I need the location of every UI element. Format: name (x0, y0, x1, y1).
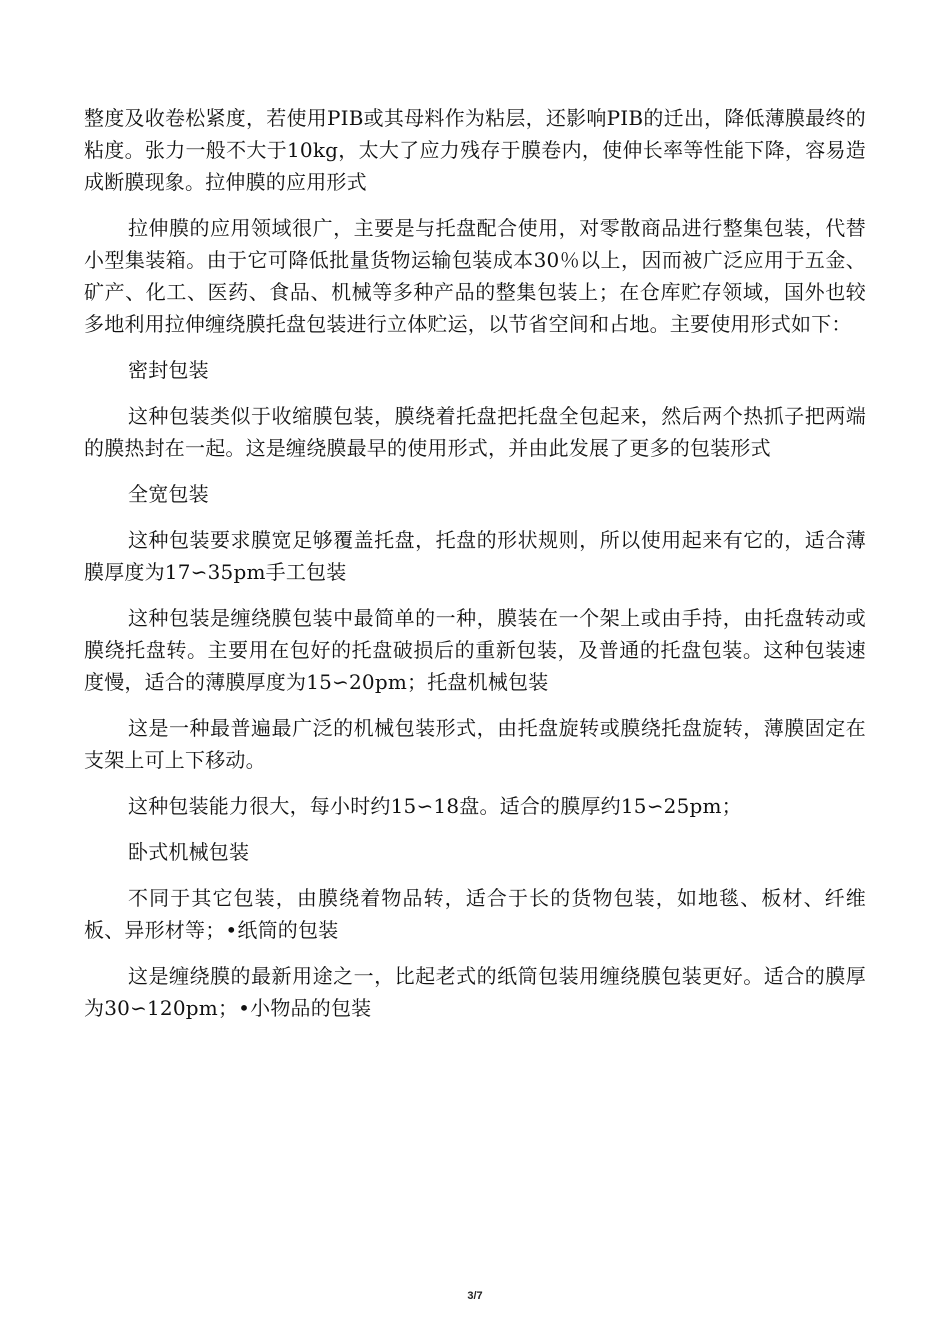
paragraph-application-fields: 拉伸膜的应用领域很广，主要是与托盘配合使用，对零散商品进行整集包装，代替小型集装箱。由于它可降低批量货物运输包装成本30％以上，因而被广泛应用于五金、矿产、化工、医药、食品、机械等多种产品的整集包装上；在仓库贮存领域，国外也较多地利用拉伸缠绕膜托盘包装进行立体贮运，以节省空间和占地。主要使用形式如下： (84, 216, 866, 336)
paragraph-packaging-capacity: 这种包装能力很大，每小时约15∽18盘。适合的膜厚约15∽25pm； (128, 794, 742, 818)
paragraph-manual-packaging: 这种包装是缠绕膜包装中最简单的一种，膜装在一个架上或由手持，由托盘转动或膜绕托盘转。主要用在包好的托盘破损后的重新包装，及普通的托盘包装。这种包装速度慢，适合的薄膜厚度为15∽20pm；托盘机械包装 (84, 606, 866, 694)
paragraph-pallet-machine-packaging: 这是一种最普遍最广泛的机械包装形式，由托盘旋转或膜绕托盘旋转，薄膜固定在支架上可上下移动。 (84, 716, 866, 772)
page-number: 3/7 (467, 1290, 483, 1302)
paragraph-horizontal-machine-packaging: 不同于其它包装，由膜绕着物品转，适合于长的货物包装，如地毯、板材、纤维板、异形材等；•纸筒的包装 (84, 886, 866, 942)
heading-sealed-packaging: 密封包装 (128, 358, 209, 382)
paragraph-paper-tube-packaging: 这是缠绕膜的最新用途之一，比起老式的纸筒包装用缠绕膜包装更好。适合的膜厚为30∽120pm；•小物品的包装 (84, 964, 866, 1020)
heading-full-width-packaging: 全宽包装 (128, 482, 209, 506)
document-body (84, 102, 866, 1038)
paragraph-full-width-packaging: 这种包装要求膜宽足够覆盖托盘，托盘的形状规则，所以使用起来有它的，适合薄膜厚度为17∽35pm手工包装 (84, 528, 866, 584)
paragraph-sealed-packaging: 这种包装类似于收缩膜包装，膜绕着托盘把托盘全包起来，然后两个热抓子把两端的膜热封在一起。这是缠绕膜最早的使用形式，并由此发展了更多的包装形式 (84, 404, 866, 460)
paragraph-continuation: 整度及收卷松紧度，若使用PIB或其母料作为粘层，还影响PIB的迁出，降低薄膜最终的粘度。张力一般不大于10kg，太大了应力残存于膜卷内，使伸长率等性能下降，容易造成断膜现象。拉伸膜的应用形式 (84, 106, 866, 194)
heading-horizontal-machine-packaging: 卧式机械包装 (128, 840, 250, 864)
